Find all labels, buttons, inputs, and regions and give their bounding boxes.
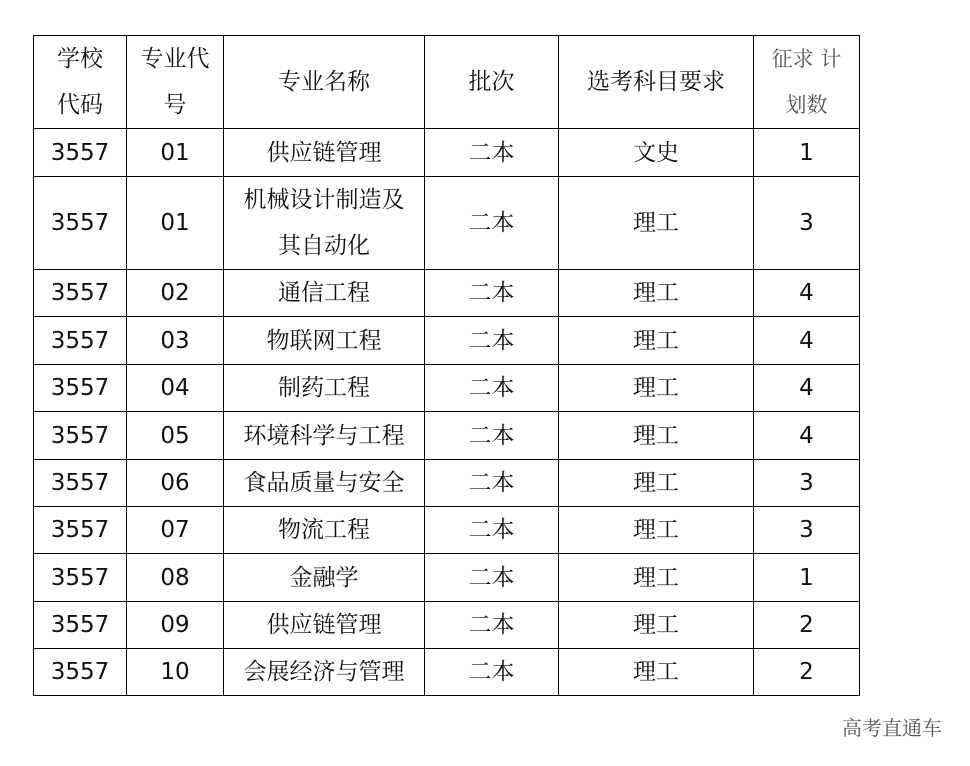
major-code-cell: 02 [127, 270, 224, 317]
school-code-cell: 3557 [34, 270, 127, 317]
batch-cell: 二本 [425, 507, 559, 554]
subject-requirement-cell: 理工 [559, 507, 754, 554]
table-row [34, 270, 860, 317]
subject-requirement-cell: 理工 [559, 177, 754, 270]
table-header-row [34, 36, 860, 129]
school-code-cell: 3557 [34, 602, 127, 649]
plan-count-cell: 4 [754, 412, 860, 460]
batch-cell: 二本 [425, 412, 559, 460]
subject-requirement-cell: 文史 [559, 129, 754, 177]
header-subject-requirement: 选考科目要求 [559, 36, 754, 129]
header-plan-count: 征求 计 划数 [754, 36, 860, 129]
major-name-cell: 金融学 [224, 554, 425, 602]
batch-cell: 二本 [425, 365, 559, 412]
plan-count-cell: 3 [754, 507, 860, 554]
batch-cell: 二本 [425, 602, 559, 649]
major-code-cell: 10 [127, 649, 224, 696]
batch-cell: 二本 [425, 460, 559, 507]
batch-cell: 二本 [425, 649, 559, 696]
school-code-cell: 3557 [34, 129, 127, 177]
major-name-cell: 机械设计制造及 其自动化 [224, 177, 425, 270]
major-name-cell: 供应链管理 [224, 602, 425, 649]
subject-requirement-cell: 理工 [559, 317, 754, 365]
plan-count-cell: 4 [754, 365, 860, 412]
header-school-code: 学校 代码 [34, 36, 127, 129]
header-batch: 批次 [425, 36, 559, 129]
major-name-cell: 物联网工程 [224, 317, 425, 365]
school-code-cell: 3557 [34, 554, 127, 602]
table-row [34, 602, 860, 649]
school-code-cell: 3557 [34, 317, 127, 365]
table-row [34, 649, 860, 696]
plan-count-cell: 4 [754, 270, 860, 317]
plan-count-cell: 3 [754, 177, 860, 270]
table-row [34, 507, 860, 554]
major-name-cell: 物流工程 [224, 507, 425, 554]
plan-count-cell: 2 [754, 649, 860, 696]
batch-cell: 二本 [425, 270, 559, 317]
major-code-cell: 01 [127, 129, 224, 177]
table-row [34, 177, 860, 270]
plan-count-cell: 1 [754, 129, 860, 177]
subject-requirement-cell: 理工 [559, 365, 754, 412]
subject-requirement-cell: 理工 [559, 649, 754, 696]
batch-cell: 二本 [425, 177, 559, 270]
watermark-text: 高考直通车 [842, 716, 942, 740]
table-row [34, 412, 860, 460]
major-code-cell: 04 [127, 365, 224, 412]
table-row [34, 554, 860, 602]
batch-cell: 二本 [425, 317, 559, 365]
subject-requirement-cell: 理工 [559, 460, 754, 507]
plan-count-cell: 4 [754, 317, 860, 365]
major-code-cell: 05 [127, 412, 224, 460]
batch-cell: 二本 [425, 129, 559, 177]
major-code-cell: 06 [127, 460, 224, 507]
major-code-cell: 08 [127, 554, 224, 602]
major-name-cell: 制药工程 [224, 365, 425, 412]
plan-count-cell: 2 [754, 602, 860, 649]
subject-requirement-cell: 理工 [559, 270, 754, 317]
school-code-cell: 3557 [34, 460, 127, 507]
table-row [34, 365, 860, 412]
plan-count-cell: 1 [754, 554, 860, 602]
major-code-cell: 01 [127, 177, 224, 270]
major-code-cell: 09 [127, 602, 224, 649]
major-name-cell: 会展经济与管理 [224, 649, 425, 696]
subject-requirement-cell: 理工 [559, 602, 754, 649]
major-code-cell: 07 [127, 507, 224, 554]
major-name-cell: 环境科学与工程 [224, 412, 425, 460]
admissions-plan-table [33, 35, 860, 696]
major-code-cell: 03 [127, 317, 224, 365]
header-major-name: 专业名称 [224, 36, 425, 129]
header-major-code: 专业代 号 [127, 36, 224, 129]
major-name-cell: 供应链管理 [224, 129, 425, 177]
table-row [34, 129, 860, 177]
school-code-cell: 3557 [34, 177, 127, 270]
school-code-cell: 3557 [34, 507, 127, 554]
major-name-cell: 通信工程 [224, 270, 425, 317]
school-code-cell: 3557 [34, 365, 127, 412]
school-code-cell: 3557 [34, 649, 127, 696]
batch-cell: 二本 [425, 554, 559, 602]
major-name-cell: 食品质量与安全 [224, 460, 425, 507]
table-row [34, 460, 860, 507]
plan-count-cell: 3 [754, 460, 860, 507]
school-code-cell: 3557 [34, 412, 127, 460]
table-row [34, 317, 860, 365]
subject-requirement-cell: 理工 [559, 554, 754, 602]
subject-requirement-cell: 理工 [559, 412, 754, 460]
